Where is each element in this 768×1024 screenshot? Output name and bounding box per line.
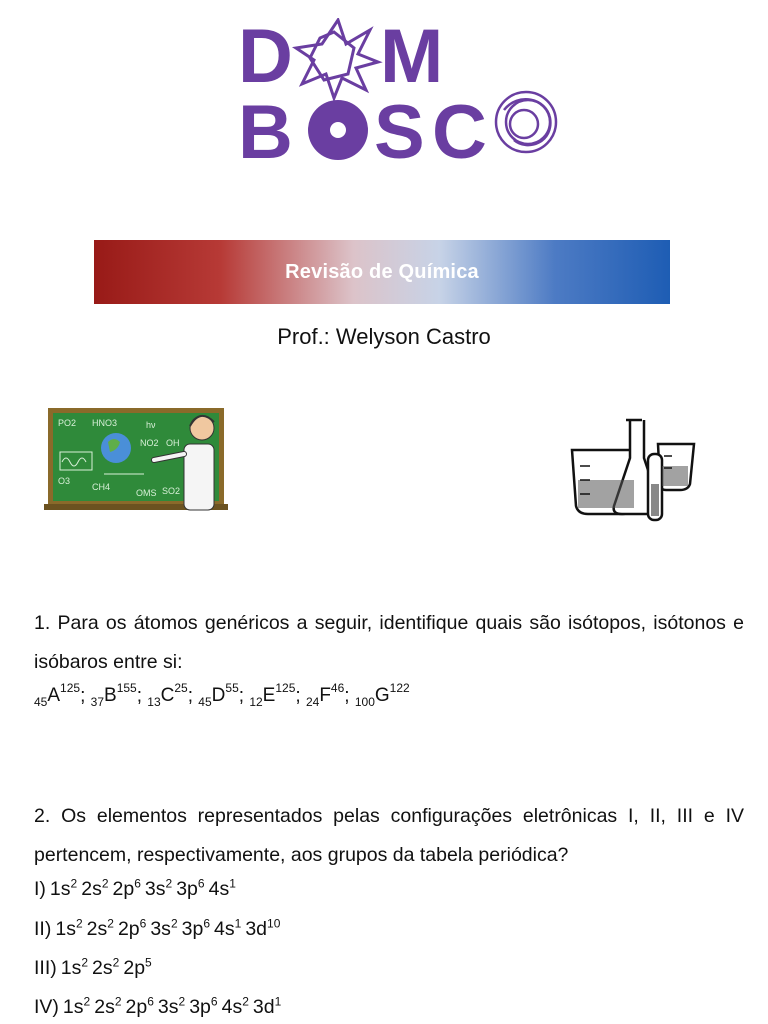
logo-star-icon	[296, 20, 378, 98]
config-line: I) $1s^2$ $2s^2$ $2p^6$ $3s^2$ $3p^6$ $4s^1$	[34, 876, 236, 900]
atom-notation: $_{12}E^{125}$	[249, 681, 296, 710]
logo-swirl-icon	[496, 92, 556, 152]
svg-text:OH: OH	[166, 438, 180, 448]
svg-text:SO2: SO2	[162, 486, 181, 496]
dom-bosco-logo	[238, 18, 560, 164]
svg-text:CH4: CH4	[92, 482, 111, 492]
logo-letter-m: M	[380, 18, 444, 99]
config-line: IV) $1s^2$ $2s^2$ $2p^6$ $3s^2$ $3p^6$ $4s^2$ $3d^1$	[34, 994, 282, 1018]
atom-notation: $_{45}A^{125}$	[34, 681, 81, 710]
svg-text:hν: hν	[146, 420, 156, 430]
svg-text:OMS: OMS	[136, 488, 157, 498]
atom-notation: $_{100}G^{122}$	[354, 681, 410, 710]
svg-text:S: S	[374, 90, 425, 164]
config-line: II) $1s^2$ $2s^2$ $2p^6$ $3s^2$ $3p^6$ $4s^1$ $3d^{10}$	[34, 916, 281, 940]
banner-title: Revisão de Química	[285, 260, 479, 283]
teacher-name: Prof.: Welyson Castro	[277, 324, 491, 349]
title-banner	[94, 240, 670, 304]
svg-text:O3: O3	[58, 476, 71, 486]
svg-text:HNO3: HNO3	[92, 418, 118, 428]
atom-notation: $_{24}F^{46}$	[305, 681, 345, 710]
svg-text:C: C	[432, 90, 487, 164]
atom-notation: $_{13}C^{25}$	[147, 681, 188, 710]
atom-notation: $_{45}D^{55}$	[198, 681, 239, 710]
config-line: III) $1s^2$ $2s^2$ $2p^5$	[34, 955, 152, 979]
chalkboard-teacher-illustration	[44, 404, 228, 516]
question-2-text: 2. Os elementos representados pelas configurações eletrônicas I, II, III e IV pertencem, respectivamente, aos grupos da tabela periódica?	[34, 805, 744, 866]
atoms-list: $_{45}A^{125}$; $_{37}B^{155}$; $_{13}C^{25}$; $_{45}D^{55}$; $_{12}E^{125}$; $_{24}F^{46}$; $_{100}G^{122}$	[34, 681, 410, 710]
logo-letters-bos: B	[238, 90, 293, 164]
board-text: PO2	[58, 418, 77, 428]
atom-notation: $_{37}B^{155}$	[90, 681, 137, 710]
svg-text:NO2: NO2	[140, 438, 159, 448]
question-1-text: 1. Para os átomos genéricos a seguir, identifique quais são isótopos, isótonos e isóbaros entre si:	[34, 612, 744, 673]
logo-letter-d: D	[238, 18, 293, 99]
lab-glassware-illustration	[566, 410, 700, 526]
